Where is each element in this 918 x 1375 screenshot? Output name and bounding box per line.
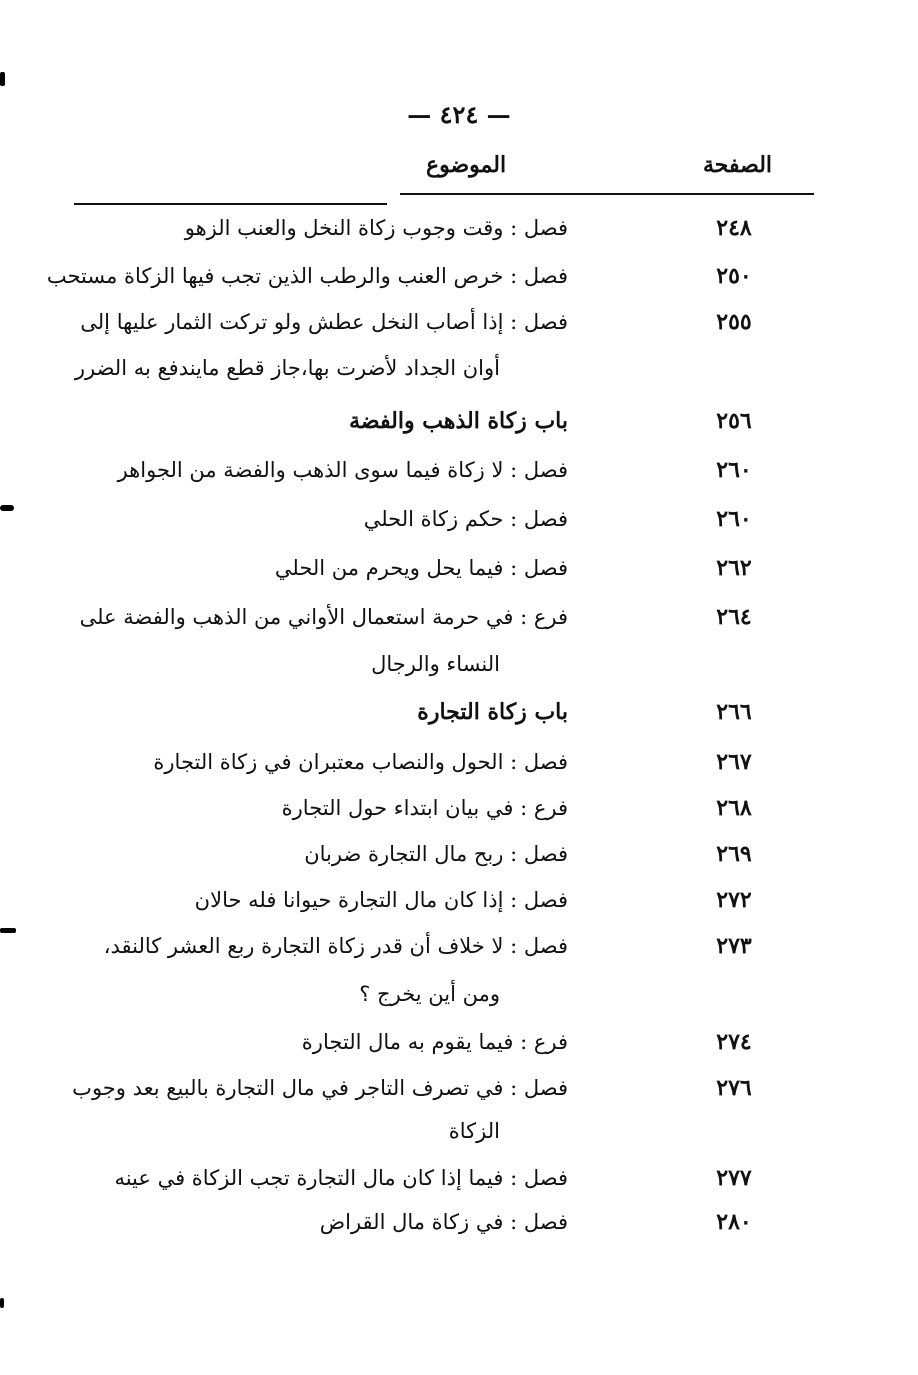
toc-page-number: ٢٦٩ bbox=[716, 841, 752, 867]
toc-row bbox=[0, 552, 918, 598]
toc-page-number: ٢٦٠ bbox=[716, 457, 752, 483]
toc-row-continuation bbox=[0, 978, 918, 1024]
toc-page-number: ٢٧٤ bbox=[716, 1029, 752, 1055]
toc-row-continuation bbox=[0, 648, 918, 694]
toc-row bbox=[0, 503, 918, 549]
toc-page-number: ٢٦٢ bbox=[716, 555, 752, 581]
column-header-topic: الموضوع bbox=[426, 152, 507, 178]
toc-entry-continuation: النساء والرجال bbox=[371, 652, 500, 676]
toc-entry-text: فصل : إذا أصاب النخل عطش ولو تركت الثمار عليها إلى bbox=[80, 310, 568, 334]
toc-row bbox=[0, 1162, 918, 1208]
toc-entry-text: فصل : حكم زكاة الحلي bbox=[363, 507, 568, 531]
toc-row bbox=[0, 260, 918, 306]
scan-speck bbox=[0, 505, 14, 511]
scan-speck bbox=[0, 928, 16, 933]
toc-entry-text: فصل : لا خلاف أن قدر زكاة التجارة ربع العشر كالنقد، bbox=[103, 934, 568, 958]
toc-entry-text: فرع : في بيان ابتداء حول التجارة bbox=[281, 796, 568, 820]
toc-entry-text: فصل : لا زكاة فيما سوى الذهب والفضة من الجواهر bbox=[117, 458, 568, 482]
toc-page-number: ٢٤٨ bbox=[716, 215, 752, 241]
toc-row bbox=[0, 306, 918, 352]
toc-page-number: ٢٦٨ bbox=[716, 795, 752, 821]
toc-row bbox=[0, 884, 918, 930]
toc-page-number: ٢٦٠ bbox=[716, 506, 752, 532]
toc-row bbox=[0, 746, 918, 792]
toc-entry-text: فرع : فيما يقوم به مال التجارة bbox=[301, 1030, 568, 1054]
toc-page-number: ٢٥٠ bbox=[716, 263, 752, 289]
toc-entry-text: فصل : خرص العنب والرطب الذين تجب فيها الزكاة مستحب bbox=[46, 264, 568, 288]
scan-speck bbox=[0, 72, 5, 86]
toc-entry-text: فصل : فيما يحل ويحرم من الحلي bbox=[274, 556, 568, 580]
column-header-page: الصفحة bbox=[703, 152, 773, 178]
toc-row bbox=[0, 601, 918, 647]
toc-page-number: ٢٦٧ bbox=[716, 749, 752, 775]
toc-entry-continuation: أوان الجداد لأضرت بها،جاز قطع مايندفع به الضرر bbox=[74, 356, 500, 380]
toc-entry-text: فصل : الحول والنصاب معتبران في زكاة التجارة bbox=[153, 750, 568, 774]
toc-page-number: ٢٧٣ bbox=[716, 933, 752, 959]
toc-entry-text: فرع : في حرمة استعمال الأواني من الذهب والفضة على bbox=[79, 605, 568, 629]
toc-row bbox=[0, 838, 918, 884]
toc-page-number: ٢٧٦ bbox=[716, 1075, 752, 1101]
toc-row bbox=[0, 1206, 918, 1252]
toc-row-chapter bbox=[0, 696, 918, 742]
page-number: — ٤٢٤ — bbox=[407, 100, 511, 129]
scan-speck bbox=[0, 1298, 4, 1308]
toc-page-number: ٢٧٧ bbox=[716, 1165, 752, 1191]
toc-entry-text: فصل : ربح مال التجارة ضربان bbox=[304, 842, 568, 866]
toc-row bbox=[0, 1026, 918, 1072]
toc-page-number: ٢٦٤ bbox=[716, 604, 752, 630]
toc-row-continuation bbox=[0, 1115, 918, 1161]
toc-entry-continuation: الزكاة bbox=[448, 1119, 500, 1143]
toc-chapter-heading: باب زكاة التجارة bbox=[417, 699, 568, 725]
toc-entry-text: فصل : إذا كان مال التجارة حيوانا فله حالان bbox=[194, 888, 568, 912]
toc-row bbox=[0, 212, 918, 258]
toc-entry-text: فصل : في تصرف التاجر في مال التجارة بالبيع بعد وجوب bbox=[72, 1076, 568, 1100]
toc-entry-continuation: ومن أين يخرج ؟ bbox=[359, 982, 500, 1006]
toc-page-number: ٢٥٥ bbox=[716, 309, 752, 335]
toc-row bbox=[0, 930, 918, 976]
toc-entry-text: فصل : وقت وجوب زكاة النخل والعنب الزهو bbox=[184, 216, 568, 240]
toc-entry-text: فصل : في زكاة مال القراض bbox=[319, 1210, 568, 1234]
toc-chapter-heading: باب زكاة الذهب والفضة bbox=[349, 408, 568, 434]
toc-page-number: ٢٨٠ bbox=[716, 1209, 752, 1235]
toc-page-number: ٢٧٢ bbox=[716, 887, 752, 913]
toc-row-chapter bbox=[0, 405, 918, 451]
toc-row bbox=[0, 792, 918, 838]
toc-entry-text: فصل : فيما إذا كان مال التجارة تجب الزكاة في عينه bbox=[114, 1166, 568, 1190]
toc-page-number: ٢٦٦ bbox=[716, 699, 752, 725]
toc-page-number: ٢٥٦ bbox=[716, 408, 752, 434]
toc-row bbox=[0, 454, 918, 500]
toc-row bbox=[0, 1072, 918, 1118]
toc-row-continuation bbox=[0, 352, 918, 398]
